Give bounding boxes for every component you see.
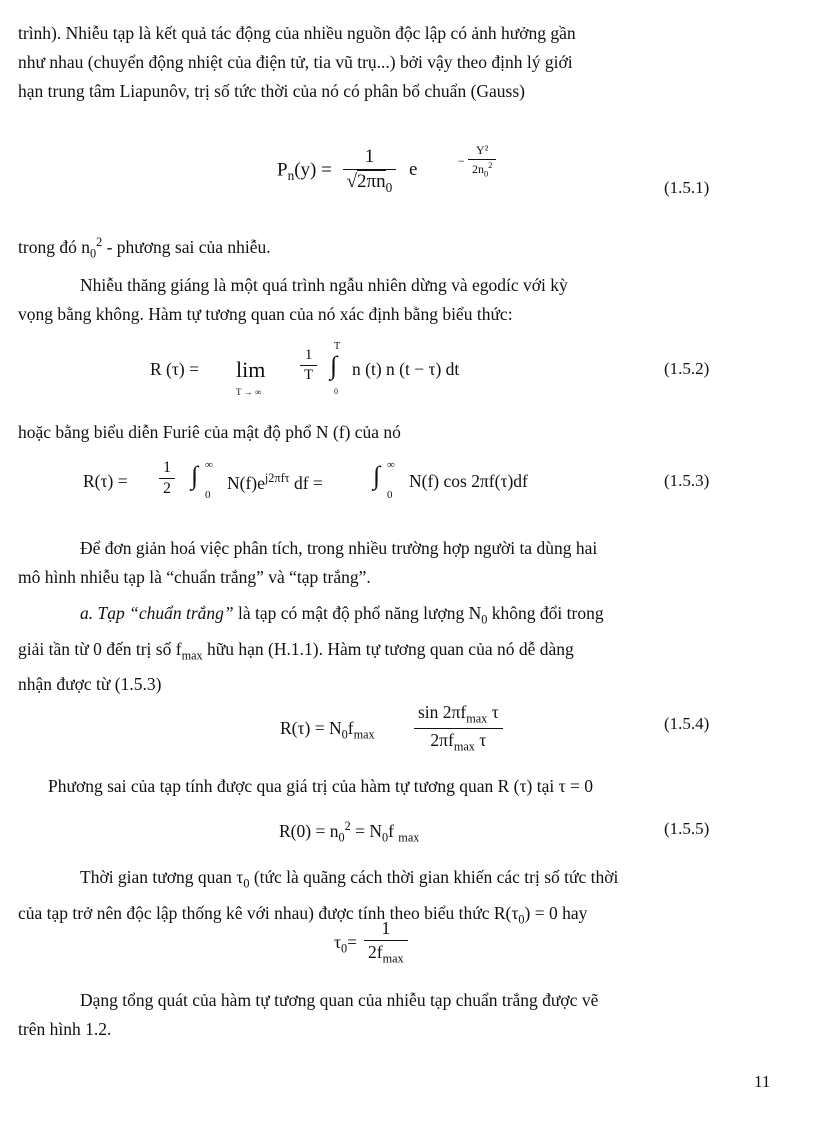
paragraph-white-normal: a. Tạp “chuẩn trắng” là tạp có mật độ phổ năng lượng $N_0$ không đổi trong giải tần từ 0 đến trị số $f_{max}$ hữu hạn (H.1.1). Hàm tự tương quan của nó dễ dàng nhận được từ (1.5.3) <box>18 603 604 694</box>
equation-number-1-5-2: (1.5.2) <box>664 359 710 378</box>
paragraph-correlation-time: Thời gian tương quan $\tau_0$ (tức là quãng cách thời gian khiến các trị số tức thời của tạp trở nên độc lập thống kê với nhau) được tính theo biểu thức $R(\tau_0) = 0$ hay <box>18 867 619 926</box>
text-line: như nhau (chuyển động nhiệt của điện tử, tia vũ trụ...) bởi vậy theo định lý giới <box>18 52 573 72</box>
paragraph-models: Để đơn giản hoá việc phân tích, trong nhiều trường hợp người ta dùng hai mô hình nhiễu tạp là “chuẩn trắng” và “tạp trắng”. <box>18 538 598 587</box>
limit-operator: lim <box>236 357 266 382</box>
paragraph-gauss-intro <box>18 19 784 106</box>
paragraph-variance: trong đó $n_0^2$ - phương sai của nhiễu. <box>18 235 271 261</box>
equation-number-1-5-3: (1.5.3) <box>664 471 710 490</box>
text-line: hạn trung tâm Liapunôv, trị số tức thời của nó có phân bổ chuẩn (Gauss) <box>18 81 525 101</box>
paragraph-fourier: hoặc bằng biểu diễn Furiê của mật độ phổ N (f) của nó <box>18 422 401 442</box>
gauss-fraction: $\frac{1}{√2\pi n_0}$ <box>343 146 397 196</box>
paragraph-variance-zero: Phương sai của tạp tính được qua giá trị của hàm tự tương quan R (τ) tại τ = 0 <box>48 776 594 796</box>
gauss-exponent: − $\frac{\text{Y²}}{2n_0^2}$ <box>468 143 496 178</box>
equation-variance: $R(0) = n_0^2 = N_0f$ $_{max}$ <box>279 819 420 845</box>
paragraph-stationary: Nhiễu thăng giáng là một quá trình ngẫu nhiên dừng và egodíc với kỳ vọng bằng không. Hàm tự tương quan của nó xác định bằng biểu thức: <box>18 275 568 324</box>
equation-gauss: $P_n(y)$ = $\frac{1}{√2\pi n_0}$ e <box>277 146 418 195</box>
integral-sign: ∫ <box>191 461 199 490</box>
text-line: trình). Nhiễu tạp là kết quả tác động của nhiều nguồn độc lập có ảnh hưởng gần <box>18 23 576 43</box>
page-number: 11 <box>754 1072 771 1091</box>
paragraph-figure-ref: Dạng tổng quát của hàm tự tương quan của nhiễu tạp chuẩn trắng được vẽ trên hình 1.2. <box>18 990 599 1039</box>
integral-sign: ∫ <box>330 351 338 380</box>
equation-number-1-5-1: (1.5.1) <box>664 178 710 197</box>
integral-sign: ∫ <box>373 461 381 490</box>
equation-number-1-5-5: (1.5.5) <box>664 819 710 838</box>
equation-number-1-5-4: (1.5.4) <box>664 714 710 733</box>
